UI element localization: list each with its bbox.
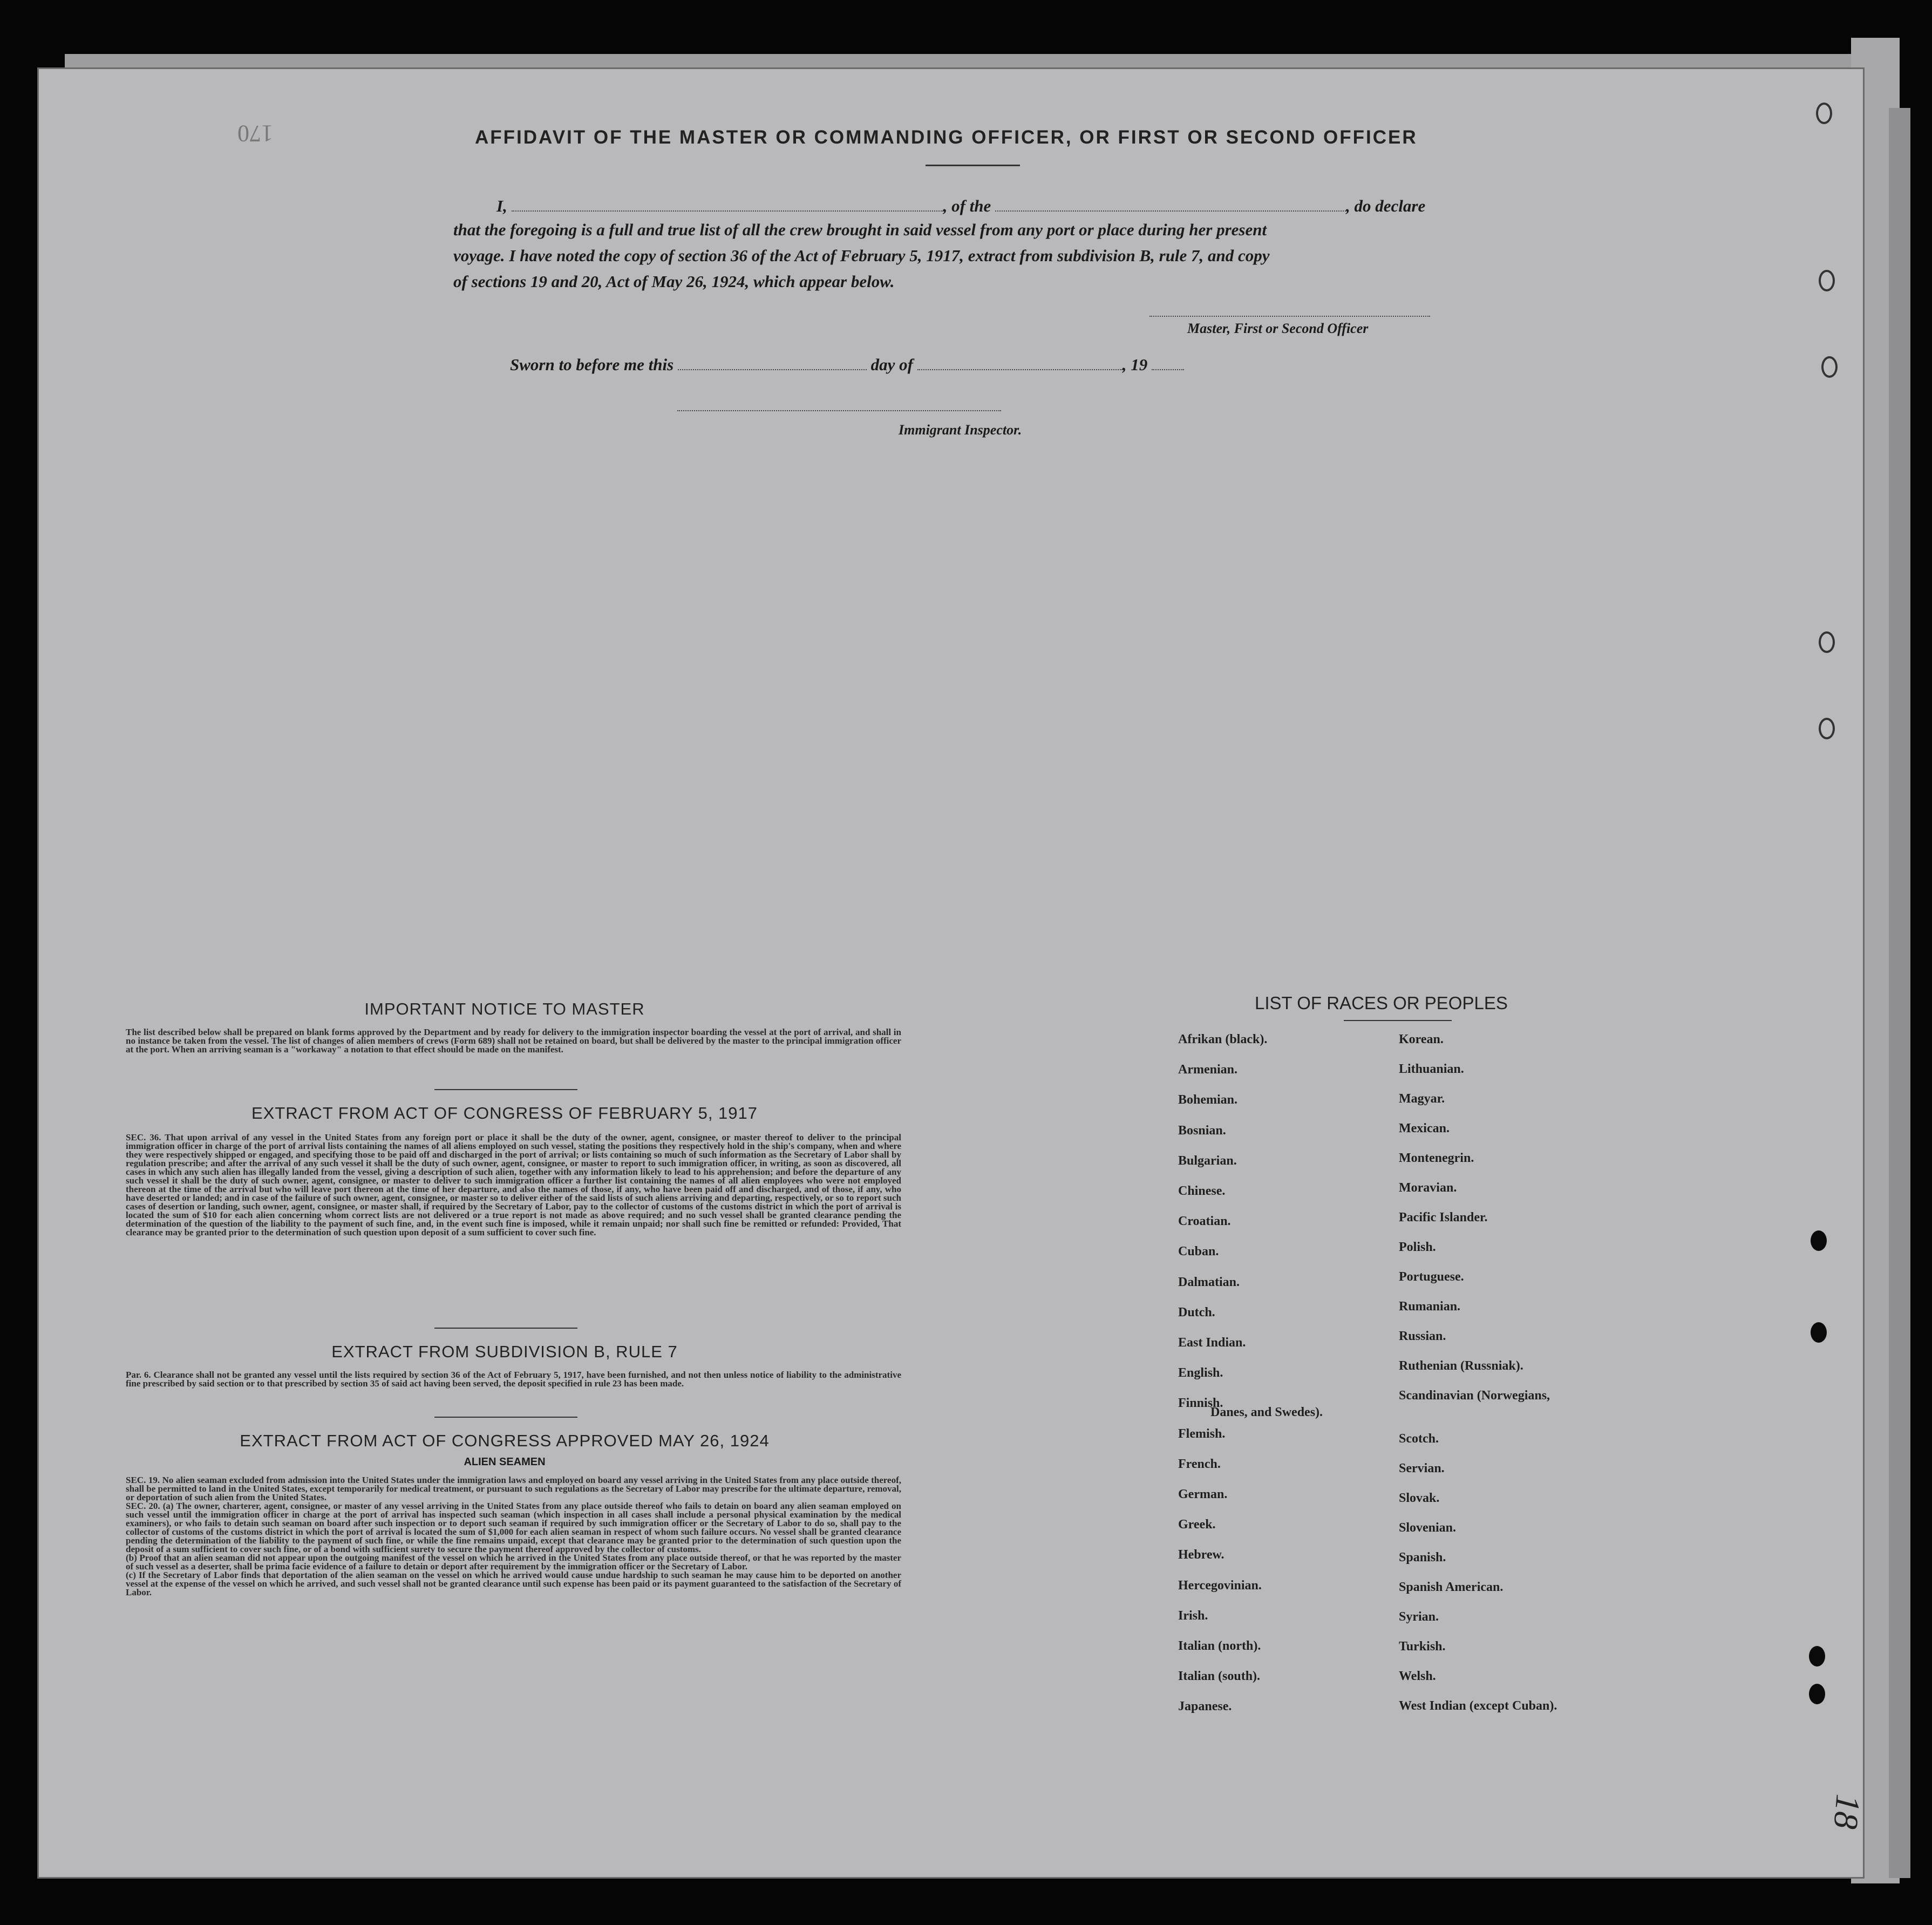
race-item: Hebrew. — [1178, 1548, 1224, 1562]
extract-1917-body — [111, 1133, 901, 1237]
race-item: Spanish. — [1399, 1550, 1446, 1565]
race-item: Polish. — [1399, 1240, 1436, 1254]
race-item: Greek. — [1178, 1518, 1216, 1532]
notice-body — [111, 1028, 901, 1054]
race-item: Bulgarian. — [1178, 1153, 1237, 1168]
race-item: Servian. — [1399, 1461, 1445, 1475]
race-item: Korean. — [1399, 1032, 1444, 1046]
affidavit-declare: , do declare — [1346, 196, 1426, 215]
race-item: West Indian (except Cuban). — [1399, 1699, 1557, 1713]
race-item: Slovak. — [1399, 1491, 1440, 1505]
race-item: Montenegrin. — [1399, 1151, 1474, 1165]
race-item: Rumanian. — [1399, 1300, 1461, 1314]
race-item: Bohemian. — [1178, 1093, 1238, 1107]
race-item: Russian. — [1399, 1329, 1446, 1343]
race-item: Dalmatian. — [1178, 1275, 1240, 1289]
divider — [434, 1089, 577, 1090]
binder-hole-icon — [1811, 1322, 1827, 1343]
race-item: Syrian. — [1399, 1610, 1439, 1624]
race-item: Moravian. — [1399, 1181, 1457, 1195]
race-item: Bosnian. — [1178, 1123, 1226, 1138]
race-item: Slovenian. — [1399, 1521, 1457, 1535]
affidavit-i: I, — [496, 196, 507, 215]
title-underline — [926, 165, 1020, 166]
affidavit-title: AFFIDAVIT OF THE MASTER OR COMMANDING OFFICER, OR FIRST OR SECOND OFFICER — [475, 127, 1418, 148]
extract-1917-title: EXTRACT FROM ACT OF CONGRESS OF FEBRUARY 5, 1917 — [251, 1104, 758, 1123]
binder-hole-icon — [1821, 356, 1838, 378]
race-item: Hercegovinian. — [1178, 1578, 1262, 1593]
extract-1924-subtitle: ALIEN SEAMEN — [464, 1456, 546, 1468]
binder-hole-icon — [1819, 631, 1835, 653]
day-of-label: day of — [870, 355, 913, 374]
year-label: , 19 — [1122, 355, 1148, 374]
binder-hole-icon — [1819, 718, 1835, 739]
race-item: Pacific Islander. — [1399, 1210, 1488, 1225]
race-item: Finnish. — [1178, 1396, 1223, 1411]
vessel-blank[interactable] — [995, 195, 1346, 212]
binder-hole-icon — [1816, 103, 1832, 124]
race-item: Spanish American. — [1399, 1580, 1504, 1594]
race-item: Afrikan (black). — [1178, 1032, 1268, 1046]
race-item: Portuguese. — [1399, 1270, 1464, 1284]
name-blank[interactable] — [512, 195, 943, 212]
race-item: Japanese. — [1178, 1699, 1232, 1714]
race-item: Dutch. — [1178, 1305, 1215, 1319]
binder-hole-icon — [1819, 270, 1835, 291]
sworn-label: Sworn to before me this — [510, 355, 674, 374]
inspector-label: Immigrant Inspector. — [899, 422, 1022, 438]
binder-hole-icon — [1809, 1684, 1825, 1704]
extract-1924-body — [111, 1476, 901, 1597]
races-title: LIST OF RACES OR PEOPLES — [1255, 993, 1508, 1013]
race-item: Ruthenian (Russniak). — [1399, 1359, 1523, 1373]
affidavit-of-the: , of the — [943, 196, 991, 215]
race-item: German. — [1178, 1487, 1228, 1501]
race-item: Scandinavian (Norwegians, — [1399, 1389, 1550, 1403]
race-item: English. — [1178, 1366, 1223, 1380]
race-item: East Indian. — [1178, 1336, 1246, 1350]
page-edge-strip-dark — [1889, 108, 1910, 1878]
sec20b-paragraph: (b) Proof that an alien seaman did not appear upon the outgoing manifest of the vessel on which he arrived in the United States from any place outside thereof, or that he was reported by the master of such vessel as a deserter, shall be prima facie evidence of a failure to detain or deport after requirement by the immigration officer or the Secretary of Labor. — [126, 1553, 901, 1572]
sec20a-paragraph: SEC. 20. (a) The owner, charterer, agent, consignee, or master of any vessel arriving in the United States from any place outside thereof who fails to detain on board any alien seaman employed on such vessel until the immigration officer in charge at the port of arrival has inspected such seaman (which inspection in all cases shall include a personal physical examination by the medical examiners), or who fails to detain such seaman on board after such inspection or to deport such seaman if required by such immigration officer or the Secretary of Labor to do so, shall pay to the collector of customs of the customs district in which the port of arrival is located the sum of $1,000 for each alien seaman in respect of whom such failure occurs. No vessel shall be granted clearance pending the determination of the liability to the payment of such fine, or while the fine remains unpaid, except that clearance may be granted prior to the determination of such question upon the deposit of a sum sufficient to cover such fine, or of a bond with sufficient surety to secure the payment thereof approved by the collector of customs. — [126, 1501, 901, 1554]
par6-paragraph: Par. 6. Clearance shall not be granted any vessel until the lists required by section 36 of the Act of February 5, 1917, have been furnished, and not then unless notice of liability to the administrative fine prescribed by said section or to that prescribed by section 35 of said act having been served, the deposit specified in rule 23 has been made. — [126, 1370, 901, 1389]
race-item: Chinese. — [1178, 1184, 1226, 1198]
race-item: Turkish. — [1399, 1640, 1446, 1654]
extract-1924-title: EXTRACT FROM ACT OF CONGRESS APPROVED MAY 26, 1924 — [240, 1431, 770, 1450]
race-item: Mexican. — [1399, 1121, 1450, 1135]
notice-paragraph: The list described below shall be prepared on blank forms approved by the Department and by ready for delivery to the immigration inspector boarding the vessel at the port of arrival, and shall in no instance be taken from the vessel. The list of changes of alien members of crews (Form 689) shall not be retained on board, but shall be delivered by the master to the principal immigration officer at the port. When an arriving seaman is a "workaway" a notation to that effect should be made on the manifest. — [126, 1027, 901, 1055]
race-item: Magyar. — [1399, 1092, 1445, 1106]
sworn-day-blank[interactable] — [678, 354, 867, 370]
inspector-signature-line[interactable] — [677, 410, 1001, 411]
master-label: Master, First or Second Officer — [1187, 321, 1369, 336]
sec36-paragraph: SEC. 36. That upon arrival of any vessel in the United States from any foreign port or place it shall be the duty of the owner, agent, consignee, or master thereof to deliver to the principal immigration officer in charge of the port of arrival lists containing the names of all aliens employed on such vessel, stating the positions they respectively hold in the ship's company, when and where they were respectively shipped or engaged, and specifying those to be paid off and discharged in the port of arrival; or lists containing so much of such information as the Secretary of Labor shall by regulation prescribe; and after the arrival of any such vessel it shall be the duty of such owner, agent, consignee, or master to report to such immigration officer, in writing, as soon as discovered, all cases in which any such alien has illegally landed from the vessel, giving a description of such alien, together with any information likely to lead to his apprehension; and before the departure of any such vessel it shall be the duty of such owner, agent, consignee, or master to deliver to such immigration officer a further list containing the names of all alien employees who were not employed thereon at the time of the arrival but who will leave port thereon at the time of her departure, and also the names of those, if any, who have been paid off and discharged, and of those, if any, who have deserted or landed; and in case of the failure of such owner, agent, consignee, or master so to deliver either of the said lists of such aliens arriving and departing, respectively, or so to report such cases of desertion or landing, such owner, agent, consignee, or master shall, if required by the Secretary of Labor, pay to the collector of customs of the customs district in which the port of arrival is located the sum of $10 for each alien concerning whom correct lists are not delivered or a true report is not made as above required; and no such vessel shall be granted clearance pending the determination of the question of the liability to the payment of such fine, and, in the event such fine is imposed, while it remain unpaid; nor shall such fine be remitted or refunded: Provided, That clearance may be granted prior to the determination of such question upon deposit of a sum sufficient to cover such fine. — [126, 1132, 901, 1237]
binder-hole-icon — [1811, 1230, 1827, 1251]
race-item: Cuban. — [1178, 1244, 1219, 1259]
race-item: Italian (south). — [1178, 1669, 1261, 1684]
race-item: Armenian. — [1178, 1063, 1237, 1077]
document-sheet — [39, 69, 1863, 1877]
race-item: Croatian. — [1178, 1214, 1231, 1229]
corner-stamp: 170 — [237, 120, 273, 147]
handwritten-page-number: 18 — [1826, 1793, 1868, 1831]
sec19-paragraph: SEC. 19. No alien seaman excluded from admission into the United States under the immigration laws and employed on board any vessel arriving in the United States from any place outside thereof, shall be permitted to land in the United States, except temporarily for medical treatment, or pursuant to such regulations as the Secretary of Labor may prescribe for the ultimate departure, removal, or deportation of such alien from the United States. — [126, 1475, 901, 1502]
divider — [434, 1328, 577, 1329]
sworn-month-blank[interactable] — [917, 354, 1123, 370]
race-item: Scotch. — [1399, 1432, 1439, 1446]
races-title-underline — [1344, 1020, 1452, 1021]
race-item: Irish. — [1178, 1608, 1208, 1623]
sworn-line — [510, 350, 1184, 380]
race-item: Danes, and Swedes). — [1210, 1405, 1323, 1419]
race-item: Lithuanian. — [1399, 1062, 1464, 1076]
race-item: French. — [1178, 1457, 1221, 1471]
affidavit-line4: of sections 19 and 20, Act of May 26, 1924, which appear below. — [453, 272, 895, 291]
extract-rule7-title: EXTRACT FROM SUBDIVISION B, RULE 7 — [331, 1342, 678, 1361]
race-item: Flemish. — [1178, 1426, 1226, 1441]
sec20c-paragraph: (c) If the Secretary of Labor finds that deportation of the alien seaman on the vessel on which he arrived would cause undue hardship to such seaman he may cause him to be deported on another vessel at the expense of the vessel on which he arrived, and such vessel shall not be granted clearance until such expense has been paid or its payment guaranteed to the satisfaction of the Secretary of Labor. — [126, 1570, 901, 1597]
binder-hole-icon — [1809, 1646, 1825, 1666]
race-item: Welsh. — [1399, 1669, 1436, 1683]
divider — [434, 1417, 577, 1418]
notice-title: IMPORTANT NOTICE TO MASTER — [364, 999, 645, 1018]
sworn-year-blank[interactable] — [1152, 354, 1184, 370]
master-signature-line[interactable] — [1149, 316, 1430, 317]
affidavit-line3: voyage. I have noted the copy of section 36 of the Act of February 5, 1917, extract from subdivision B, rule 7, and copy — [453, 246, 1270, 265]
affidavit-line2: that the foregoing is a full and true list of all the crew brought in said vessel from any port or place during her present — [453, 220, 1267, 239]
race-item: Italian (north). — [1178, 1639, 1261, 1653]
extract-rule7-body — [111, 1371, 901, 1388]
